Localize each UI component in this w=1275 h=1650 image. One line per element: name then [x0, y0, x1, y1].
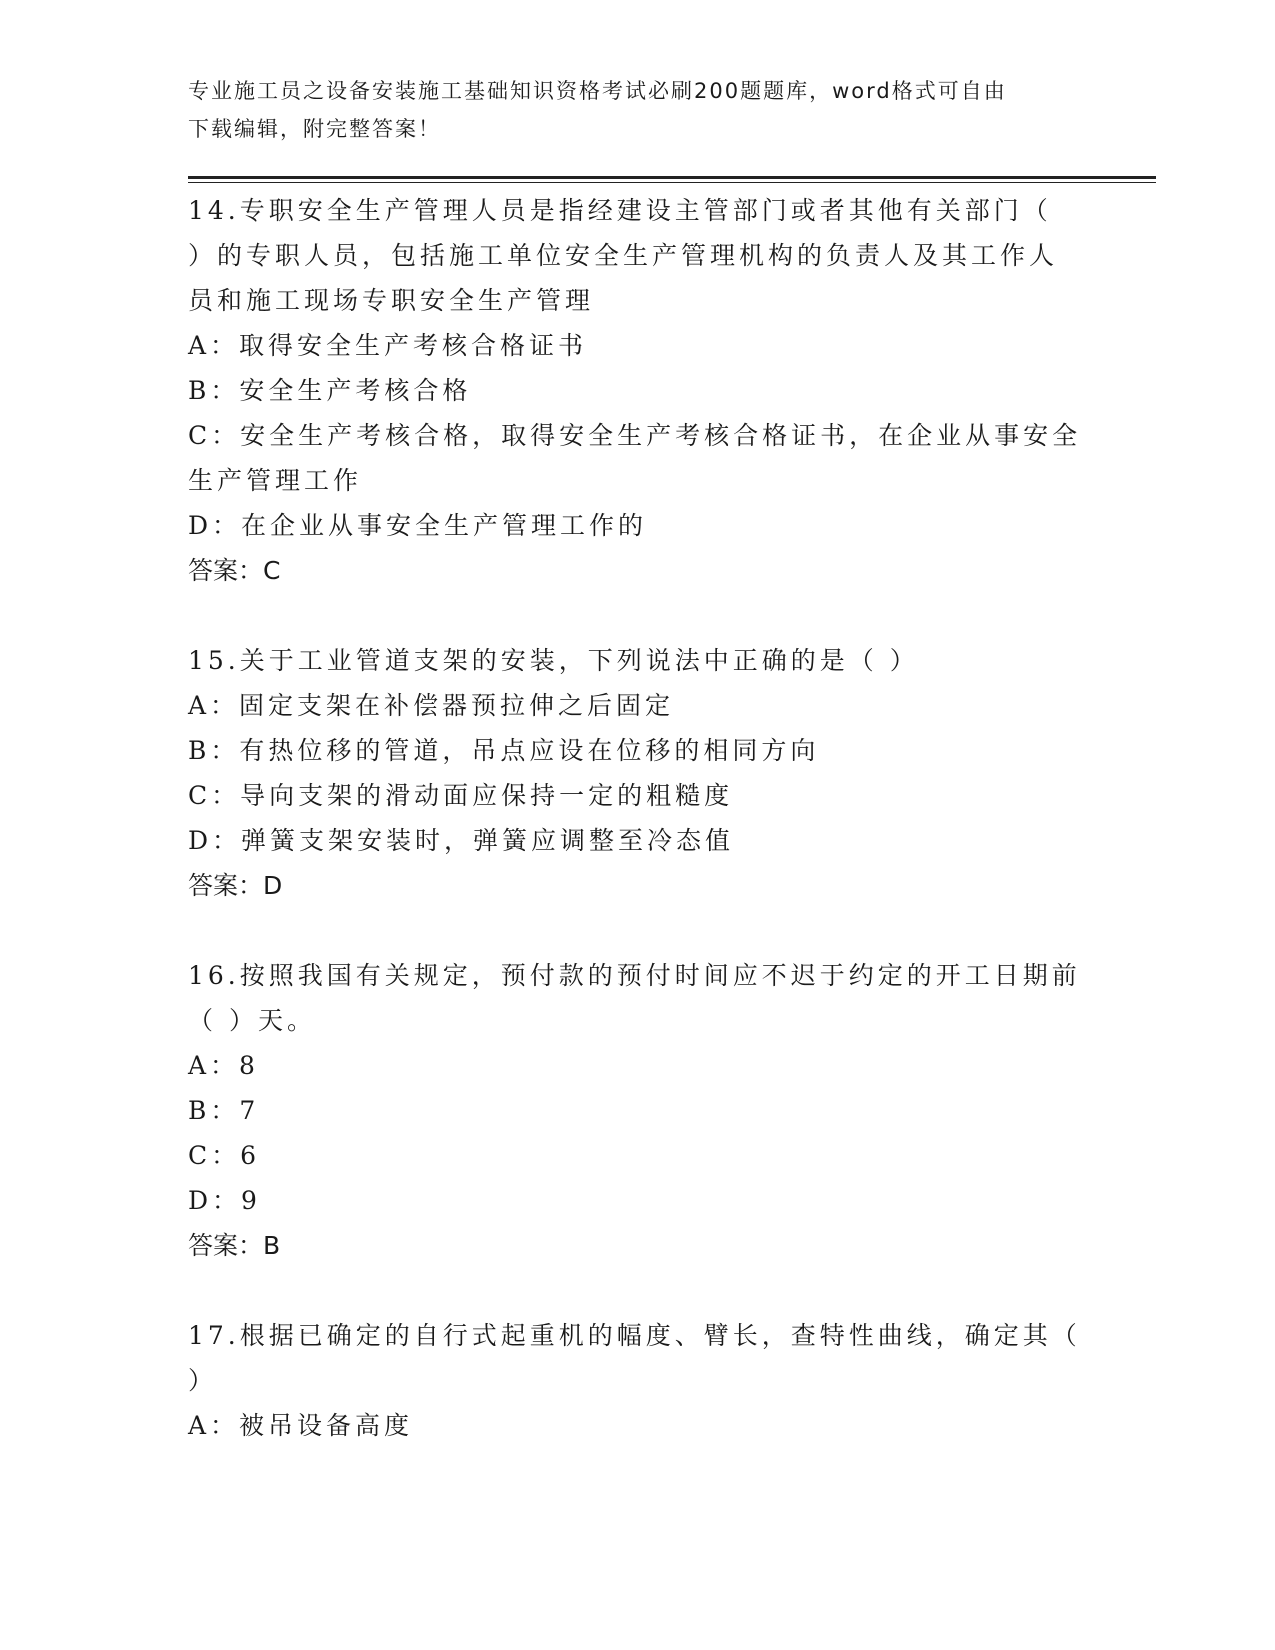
option-a: A：固定支架在补偿器预拉伸之后固定 — [188, 691, 675, 720]
answer-label: 答案：C — [188, 556, 281, 585]
option-c: C：导向支架的滑动面应保持一定的粗糙度 — [188, 781, 734, 810]
question-stem-line: 17.根据已确定的自行式起重机的幅度、臂长，查特性曲线，确定其（ — [188, 1321, 1081, 1350]
question-16 — [188, 953, 1088, 1269]
question-list — [188, 188, 1088, 1492]
answer-label: 答案：B — [188, 1231, 281, 1260]
header-line-1: 专业施工员之设备安装施工基础知识资格考试必刷200题题库，word格式可自由 — [188, 79, 1007, 103]
header-divider-thick — [188, 176, 1156, 179]
question-14 — [188, 188, 1088, 594]
question-stem-line: （ ）天。 — [188, 1006, 316, 1035]
question-stem-line: ） — [188, 1366, 218, 1395]
question-17 — [188, 1313, 1088, 1448]
question-stem-line: ）的专职人员，包括施工单位安全生产管理机构的负责人及其工作人 — [188, 241, 1059, 270]
question-stem-line: 15.关于工业管道支架的安装，下列说法中正确的是（ ） — [188, 646, 919, 675]
option-a: A：被吊设备高度 — [188, 1411, 414, 1440]
option-a: A：取得安全生产考核合格证书 — [188, 331, 588, 360]
option-b: B：7 — [188, 1096, 260, 1125]
option-c: C：安全生产考核合格，取得安全生产考核合格证书，在企业从事安全 — [188, 421, 1082, 450]
option-b: B：有热位移的管道，吊点应设在位移的相同方向 — [188, 736, 820, 765]
option-d: D：弹簧支架安装时，弹簧应调整至冷态值 — [188, 826, 735, 855]
option-d: D：在企业从事安全生产管理工作的 — [188, 511, 648, 540]
document-header — [188, 72, 1078, 148]
header-divider-thin — [188, 182, 1156, 183]
question-stem-line: 14.专职安全生产管理人员是指经建设主管部门或者其他有关部门（ — [188, 196, 1052, 225]
option-c: C：6 — [188, 1141, 261, 1170]
option-d: D：9 — [188, 1186, 261, 1215]
option-a: A：8 — [188, 1051, 259, 1080]
option-b: B：安全生产考核合格 — [188, 376, 472, 405]
answer-label: 答案：D — [188, 871, 283, 900]
header-line-2: 下载编辑，附完整答案！ — [188, 117, 441, 141]
option-c-continuation: 生产管理工作 — [188, 466, 363, 495]
question-15 — [188, 638, 1088, 909]
question-stem-line: 员和施工现场专职安全生产管理 — [188, 286, 595, 315]
question-stem-line: 16.按照我国有关规定，预付款的预付时间应不迟于约定的开工日期前 — [188, 961, 1081, 990]
